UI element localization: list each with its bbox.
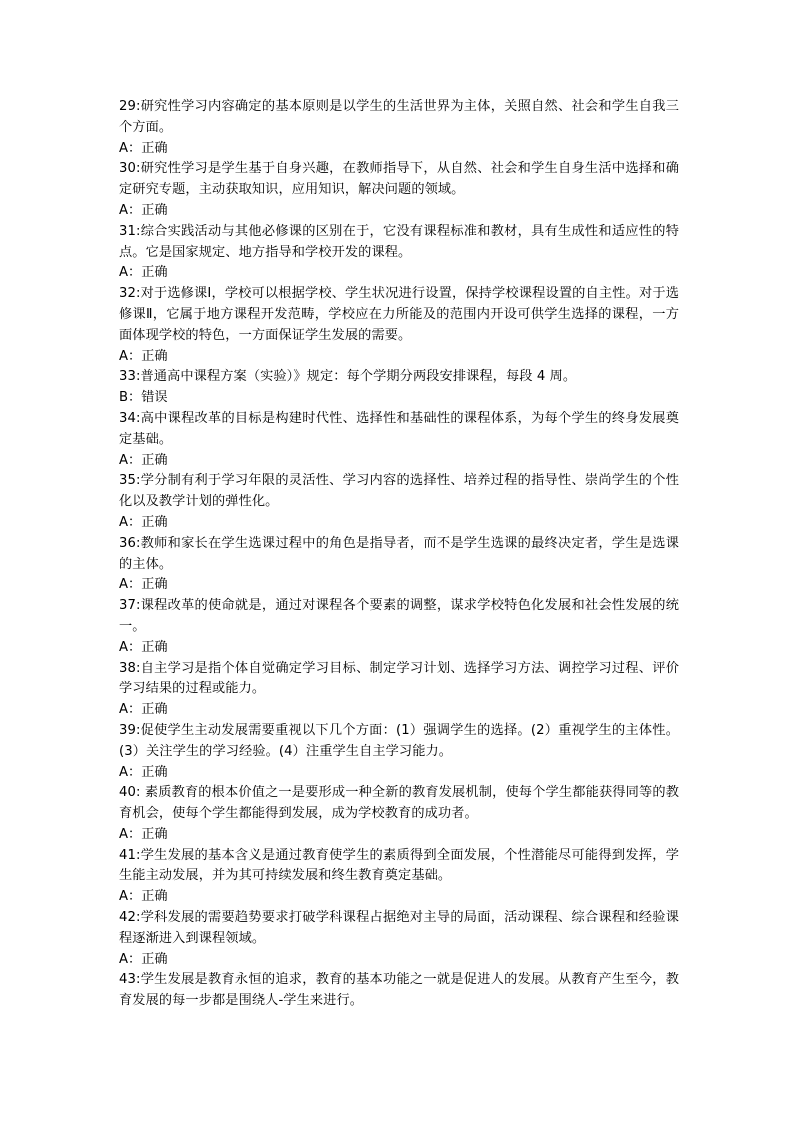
question-item-30	[119, 159, 679, 221]
answer-text: A：正确	[119, 951, 168, 967]
question-item-43	[119, 970, 679, 1012]
answer-text: A：正确	[119, 514, 168, 530]
question-text: 37:课程改革的使命就是，通过对课程各个要素的调整，谋求学校特色化发展和社会性发展的统一。	[119, 598, 679, 634]
answer-text: A：正确	[119, 140, 168, 156]
question-text: 36:教师和家长在学生选课过程中的角色是指导者，而不是学生选课的最终决定者，学生是选课的主体。	[119, 535, 679, 572]
question-text: 34:高中课程改革的目标是构建时代性、选择性和基础性的课程体系，为每个学生的终身发展奠定基础。	[119, 410, 679, 447]
question-list	[119, 97, 679, 1012]
question-item-40	[119, 783, 679, 845]
answer-text: A：正确	[119, 577, 168, 593]
question-text: 43:学生发展是教育永恒的追求，教育的基本功能之一就是促进人的发展。从教育产生至今，教育发展的每一步都是围绕人-学生来进行。	[119, 972, 679, 1009]
question-item-32	[119, 284, 679, 367]
question-text: 32:对于选修课Ⅰ，学校可以根据学校、学生状况进行设置，保持学校课程设置的自主性。对于选修课Ⅱ，它属于地方课程开发范畴，学校应在力所能及的范围内开设可供学生选择的课程，一方面体现学校的特色，一方面保证学生发展的需要。	[119, 286, 679, 343]
question-item-39	[119, 721, 679, 783]
question-text: 35:学分制有利于学习年限的灵活性、学习内容的选择性、培养过程的指导性、崇尚学生的个性化以及教学计划的弹性化。	[119, 473, 679, 510]
question-text: 29:研究性学习内容确定的基本原则是以学生的生活世界为主体，关照自然、社会和学生自我三个方面。	[119, 99, 679, 135]
question-item-35	[119, 471, 679, 533]
question-item-36	[119, 534, 679, 596]
question-item-37	[119, 596, 679, 658]
answer-text: A：正确	[119, 889, 168, 905]
question-item-33	[119, 367, 679, 409]
question-item-42	[119, 908, 679, 970]
answer-text: A：正确	[119, 202, 168, 218]
answer-text: A：正确	[119, 452, 168, 468]
question-text: 40: 素质教育的根本价值之一是要形成一种全新的教育发展机制，使每个学生都能获得同等的教育机会，使每个学生都能得到发展，成为学校教育的成功者。	[119, 785, 679, 822]
question-item-34	[119, 409, 679, 471]
question-text: 31:综合实践活动与其他必修课的区别在于，它没有课程标准和教材，具有生成性和适应性的特点。它是国家规定、地方指导和学校开发的课程。	[119, 223, 679, 260]
question-text: 41:学生发展的基本含义是通过教育使学生的素质得到全面发展，个性潜能尽可能得到发挥，学生能主动发展，并为其可持续发展和终生教育奠定基础。	[119, 847, 679, 884]
question-item-41	[119, 846, 679, 908]
question-text: 42:学科发展的需要趋势要求打破学科课程占据绝对主导的局面，活动课程、综合课程和经验课程逐渐进入到课程领域。	[119, 910, 679, 946]
answer-text: A：正确	[119, 639, 168, 655]
question-text: 33:普通高中课程方案（实验）》规定：每个学期分两段安排课程，每段 4 周。	[119, 369, 577, 385]
answer-text: A：正确	[119, 764, 168, 780]
question-text: 39:促使学生主动发展需要重视以下几个方面：(1）强调学生的选择。(2）重视学生的主体性。(3）关注学生的学习经验。(4）注重学生自主学习能力。	[119, 722, 679, 759]
question-text: 38:自主学习是指个体自觉确定学习目标、制定学习计划、选择学习方法、调控学习过程、评价学习结果的过程或能力。	[119, 660, 679, 697]
question-text: 30:研究性学习是学生基于自身兴趣，在教师指导下，从自然、社会和学生自身生活中选择和确定研究专题，主动获取知识，应用知识，解决问题的领域。	[119, 161, 679, 198]
question-item-29	[119, 97, 679, 159]
question-item-38	[119, 659, 679, 721]
answer-text: B：错误	[119, 390, 168, 406]
answer-text: A：正确	[119, 826, 168, 842]
answer-text: A：正确	[119, 702, 168, 718]
answer-text: A：正确	[119, 265, 168, 281]
answer-text: A：正确	[119, 348, 168, 364]
question-item-31	[119, 222, 679, 284]
